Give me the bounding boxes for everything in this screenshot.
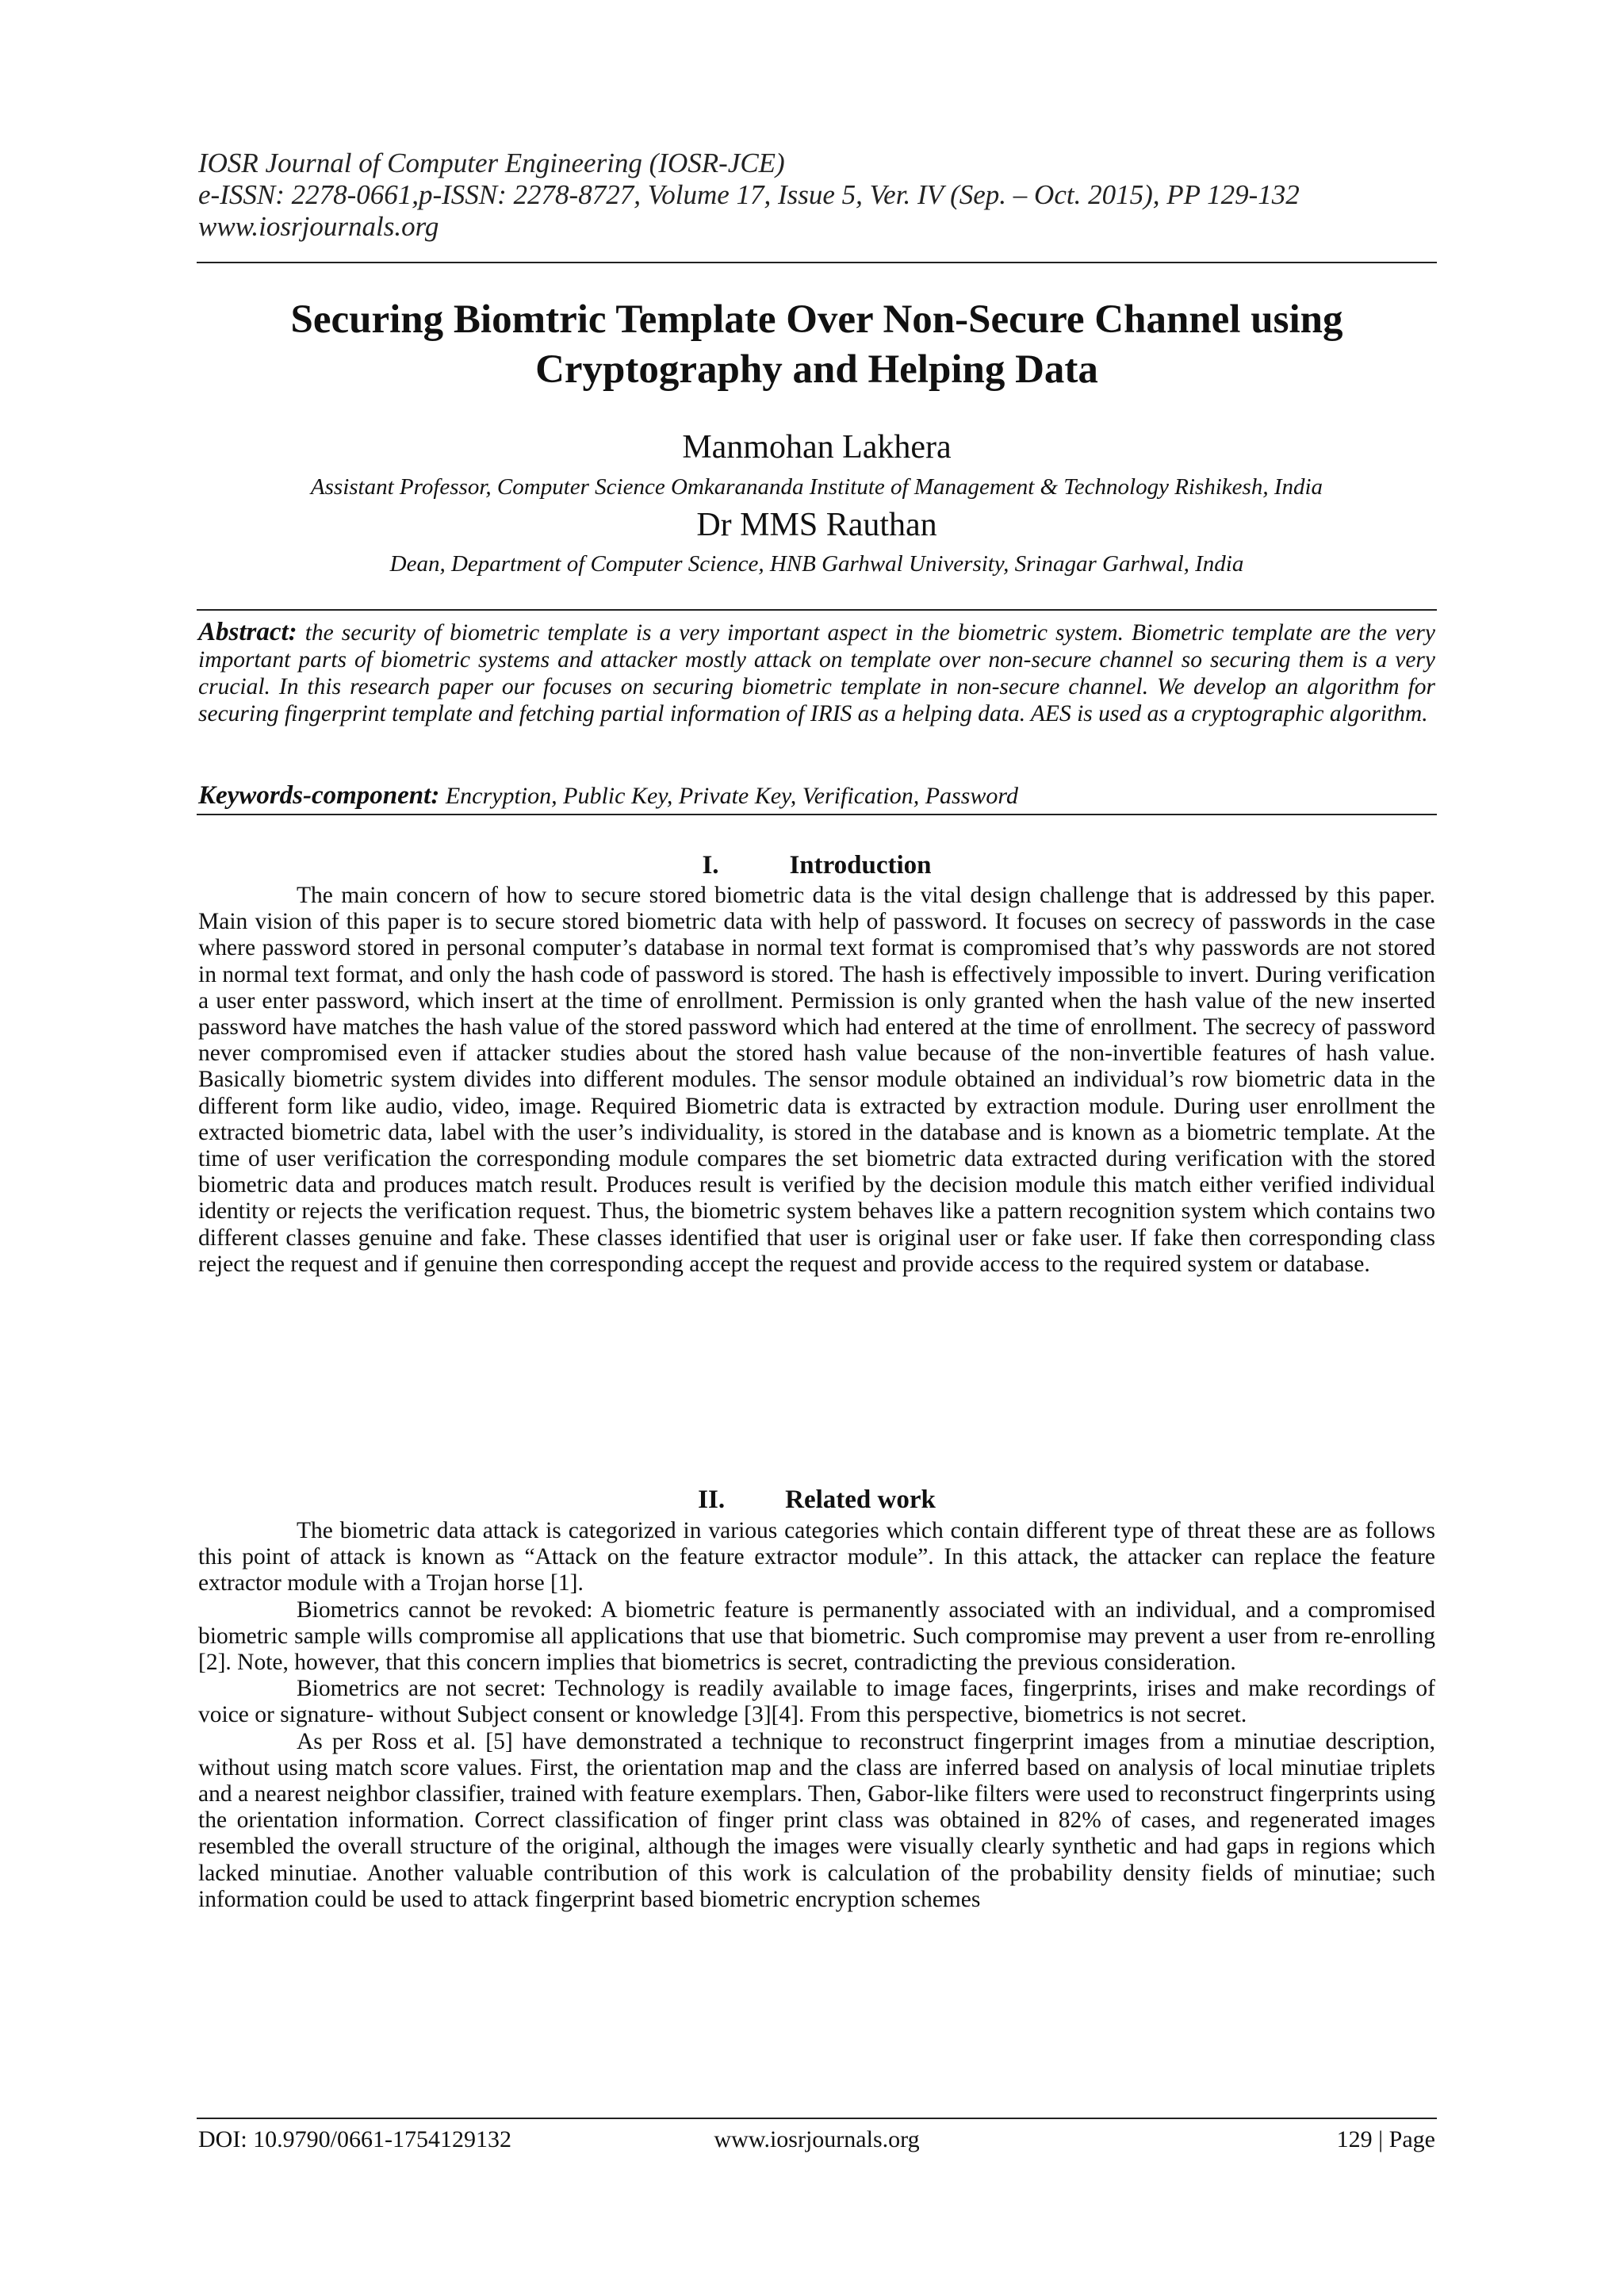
keywords-text: Encryption, Public Key, Private Key, Verification, Password	[445, 783, 1018, 809]
author-name: Dr MMS Rauthan	[696, 507, 937, 543]
footer-website: www.iosrjournals.org	[714, 2126, 920, 2152]
keywords-label: Keywords-component:	[198, 781, 440, 810]
title-line-1: Securing Biomtric Template Over Non-Secure Channel using	[290, 297, 1343, 342]
paragraph: As per Ross et al. [5] have demonstrated a technique to reconstruct fingerprint images from a minutiae description, without using match score values. First, the orientation map and the class are inferred based on analysis of local minutiae triplets and a nearest neighbor classifier, trained with feature exemplars. Then, Gabor-like filters were used to reconstruct fingerprints using the orientation information. Correct classification of finger print class was obtained in 82% of cases, and regenerated images resembled the overall structure of the original, although the images were visually clearly synthetic and had gaps in regions which lacked minutiae. Another valuable contribution of this work is calculation of the probability density fields of minutiae; such information could be used to attack fingerprint based biometric encryption schemes	[198, 1728, 1435, 1912]
abstract	[198, 619, 1435, 727]
section-title: Introduction	[789, 851, 932, 880]
header-rule	[197, 262, 1437, 263]
paragraph: The biometric data attack is categorized in various categories which contain different type of threat these are as follows this point of attack is known as “Attack on the feature extractor module”. In this attack, the attacker can replace the feature extractor module with a Trojan horse [1].	[198, 1518, 1435, 1596]
issn-line: e-ISSN: 2278-0661,p-ISSN: 2278-8727, Volume 17, Issue 5, Ver. IV (Sep. – Oct. 2015), PP 129-132	[198, 179, 1300, 210]
journal-header	[198, 148, 1435, 243]
paragraph: Biometrics cannot be revoked: A biometric feature is permanently associated with an individual, and a compromised biometric sample wills compromise all applications that use that biometric. Such compromise may prevent a user from re-enrolling [2]. Note, however, that this concern implies that biometrics is secret, contradicting the previous consideration.	[198, 1596, 1435, 1676]
section-body	[198, 1518, 1435, 1913]
abstract-label: Abstract:	[198, 618, 297, 646]
author-affiliation: Dean, Department of Computer Science, HNB Garhwal University, Srinagar Garhwal, India	[389, 551, 1244, 577]
paper-title	[143, 295, 1491, 395]
section-number: I.	[702, 851, 719, 880]
footer-doi: DOI: 10.9790/0661-1754129132	[198, 2126, 511, 2152]
abstract-top-rule	[197, 609, 1437, 611]
section-body	[198, 883, 1435, 1278]
abstract-bottom-rule	[197, 814, 1437, 815]
paragraph: Biometrics are not secret: Technology is readily available to image faces, fingerprints, irises and make recordings of voice or signature- without Subject consent or knowledge [3][4]. From this perspective, biometrics is not secret.	[198, 1676, 1435, 1728]
journal-name: IOSR Journal of Computer Engineering (IOSR-JCE)	[198, 148, 785, 178]
abstract-text: the security of biometric template is a very important aspect in the biometric system. Biometric template are the very important parts of biometric systems and attacker mostly attack on template over non-secure channel so securing them is a very crucial. In this research paper our focuses on securing biometric template in non-secure channel. We develop an algorithm for securing fingerprint template and fetching partial information of IRIS as a helping data. AES is used as a cryptographic algorithm.	[198, 620, 1436, 726]
journal-website: www.iosrjournals.org	[198, 211, 439, 242]
title-line-2: Cryptography and Helping Data	[535, 347, 1098, 392]
section-title: Related work	[785, 1485, 936, 1514]
section-number: II.	[698, 1485, 726, 1514]
section-heading	[198, 850, 1435, 880]
page-number: 129 | Page	[1336, 2126, 1435, 2152]
keywords	[198, 782, 1435, 810]
footer-rule	[197, 2118, 1437, 2119]
section-heading	[198, 1485, 1435, 1515]
paragraph: The main concern of how to secure stored biometric data is the vital design challenge that is addressed by this paper. Main vision of this paper is to secure stored biometric data with help of password. It focuses on secrecy of passwords in the case where password stored in personal computer’s database in normal text format is compromised that’s why passwords are not stored in normal text format, and only the hash code of password is stored. The hash is effectively impossible to invert. During verification a user enter password, which insert at the time of enrollment. Permission is only granted when the hash value of the new inserted password have matches the hash value of the stored password which had entered at the time of enrollment. The secrecy of password never compromised even if attacker studies about the stored hash value because of the non-invertible features of hash value. Basically biometric system divides into different modules. The sensor module obtained an individual’s row biometric data in the different form like audio, video, image. Required Biometric data is extracted by extraction module. During user enrollment the extracted biometric data, label with the user’s individuality, is stored in the database and is known as a biometric template. At the time of user verification the corresponding module compares the set biometric data extracted during verification with the stored biometric data and produces match result. Produces result is verified by the decision module this match either verified individual identity or rejects the verification request. Thus, the biometric system behaves like a pattern recognition system which contains two different classes genuine and fake. These classes identified that user is original user or fake user. If fake then corresponding class reject the request and if genuine then corresponding accept the request and provide access to the required system or database.	[198, 883, 1435, 1277]
author-affiliation: Assistant Professor, Computer Science Omkarananda Institute of Management & Technology Rishikesh, India	[310, 474, 1323, 500]
author-name: Manmohan Lakhera	[682, 429, 952, 466]
